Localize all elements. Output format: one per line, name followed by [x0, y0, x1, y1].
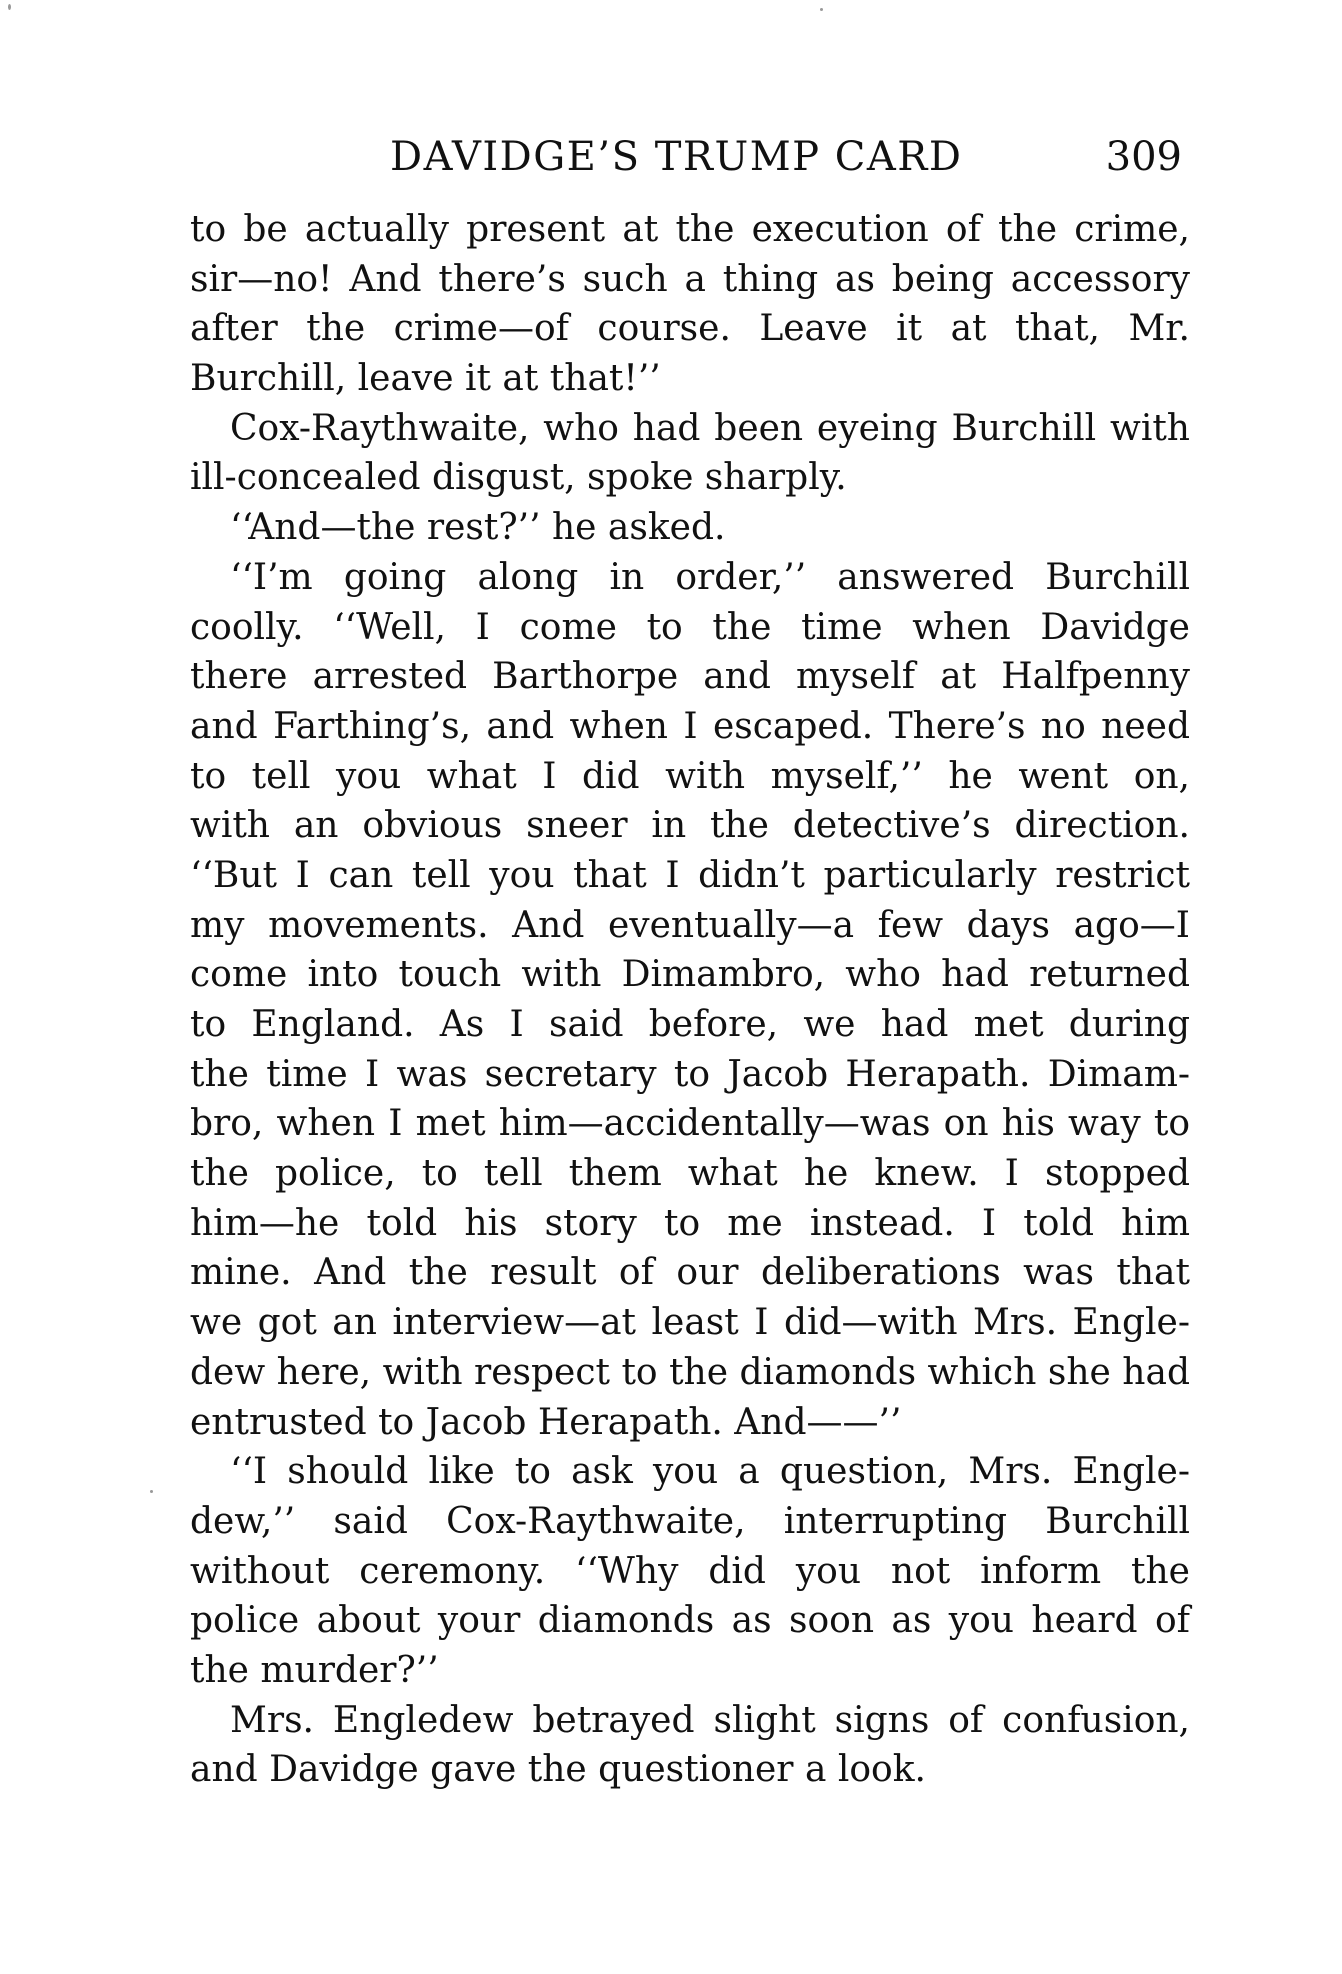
text-line: ill-concealed disgust, spoke sharply.	[190, 457, 847, 499]
text-line: ‘‘I’m going along in order,’’ answered Burchill	[230, 556, 1190, 598]
text-line: my movements. And eventually—a few days ago—I	[190, 904, 1190, 946]
scan-speck	[820, 8, 823, 11]
text-line: entrusted to Jacob Herapath. And——’’	[190, 1401, 902, 1443]
scan-speck	[150, 1490, 153, 1493]
running-title: DAVIDGE’S TRUMP CARD	[390, 134, 963, 180]
text-line: ‘‘I should like to ask you a question, Mrs. Engle-	[230, 1451, 1190, 1493]
text-line: to be actually present at the execution of the crime,	[190, 209, 1190, 250]
text-line: with an obvious sneer in the detective’s direction.	[190, 805, 1190, 847]
text-line: and Farthing’s, and when I escaped. There’s no need	[190, 705, 1190, 747]
page-number: 309	[1105, 134, 1182, 180]
body-text	[190, 205, 1190, 1795]
text-line: come into touch with Dimambro, who had returned	[190, 954, 1190, 996]
text-line: the police, to tell them what he knew. I stopped	[190, 1153, 1190, 1195]
text-line: ‘‘And—the rest?’’ he asked.	[230, 507, 726, 549]
text-line: and Davidge gave the questioner a look.	[190, 1749, 926, 1791]
running-head	[190, 134, 1190, 194]
text-line: there arrested Barthorpe and myself at Halfpenny	[190, 656, 1190, 698]
text-line: police about your diamonds as soon as you heard of	[190, 1600, 1190, 1642]
text-line: the time I was secretary to Jacob Herapath. Dimam-	[190, 1053, 1190, 1095]
text-line: bro, when I met him—accidentally—was on his way to	[190, 1103, 1190, 1145]
text-line: the murder?’’	[190, 1649, 439, 1691]
text-line: after the crime—of course. Leave it at that, Mr.	[190, 308, 1190, 350]
text-line: him—he told his story to me instead. I told him	[190, 1202, 1190, 1244]
text-line: coolly. ‘‘Well, I come to the time when Davidge	[190, 606, 1190, 648]
text-line: dew,’’ said Cox-Raythwaite, interrupting Burchill	[190, 1500, 1190, 1542]
text-line: sir—no! And there’s such a thing as being accessory	[190, 258, 1190, 300]
text-line: Burchill, leave it at that!’’	[190, 358, 661, 400]
text-line: dew here, with respect to the diamonds which she had	[190, 1351, 1190, 1393]
text-line: to tell you what I did with myself,’’ he went on,	[190, 755, 1190, 797]
text-line: Cox-Raythwaite, who had been eyeing Burchill with	[230, 407, 1190, 449]
text-line: we got an interview—at least I did—with Mrs. Engle-	[190, 1302, 1190, 1344]
text-line: without ceremony. ‘‘Why did you not inform the	[190, 1550, 1190, 1592]
text-line: mine. And the result of our deliberations was that	[190, 1252, 1190, 1294]
scan-speck	[8, 4, 11, 10]
text-line: Mrs. Engledew betrayed slight signs of confusion,	[230, 1699, 1190, 1741]
text-line: ‘‘But I can tell you that I didn’t particularly restrict	[190, 854, 1190, 896]
text-line: to England. As I said before, we had met during	[190, 1004, 1190, 1045]
